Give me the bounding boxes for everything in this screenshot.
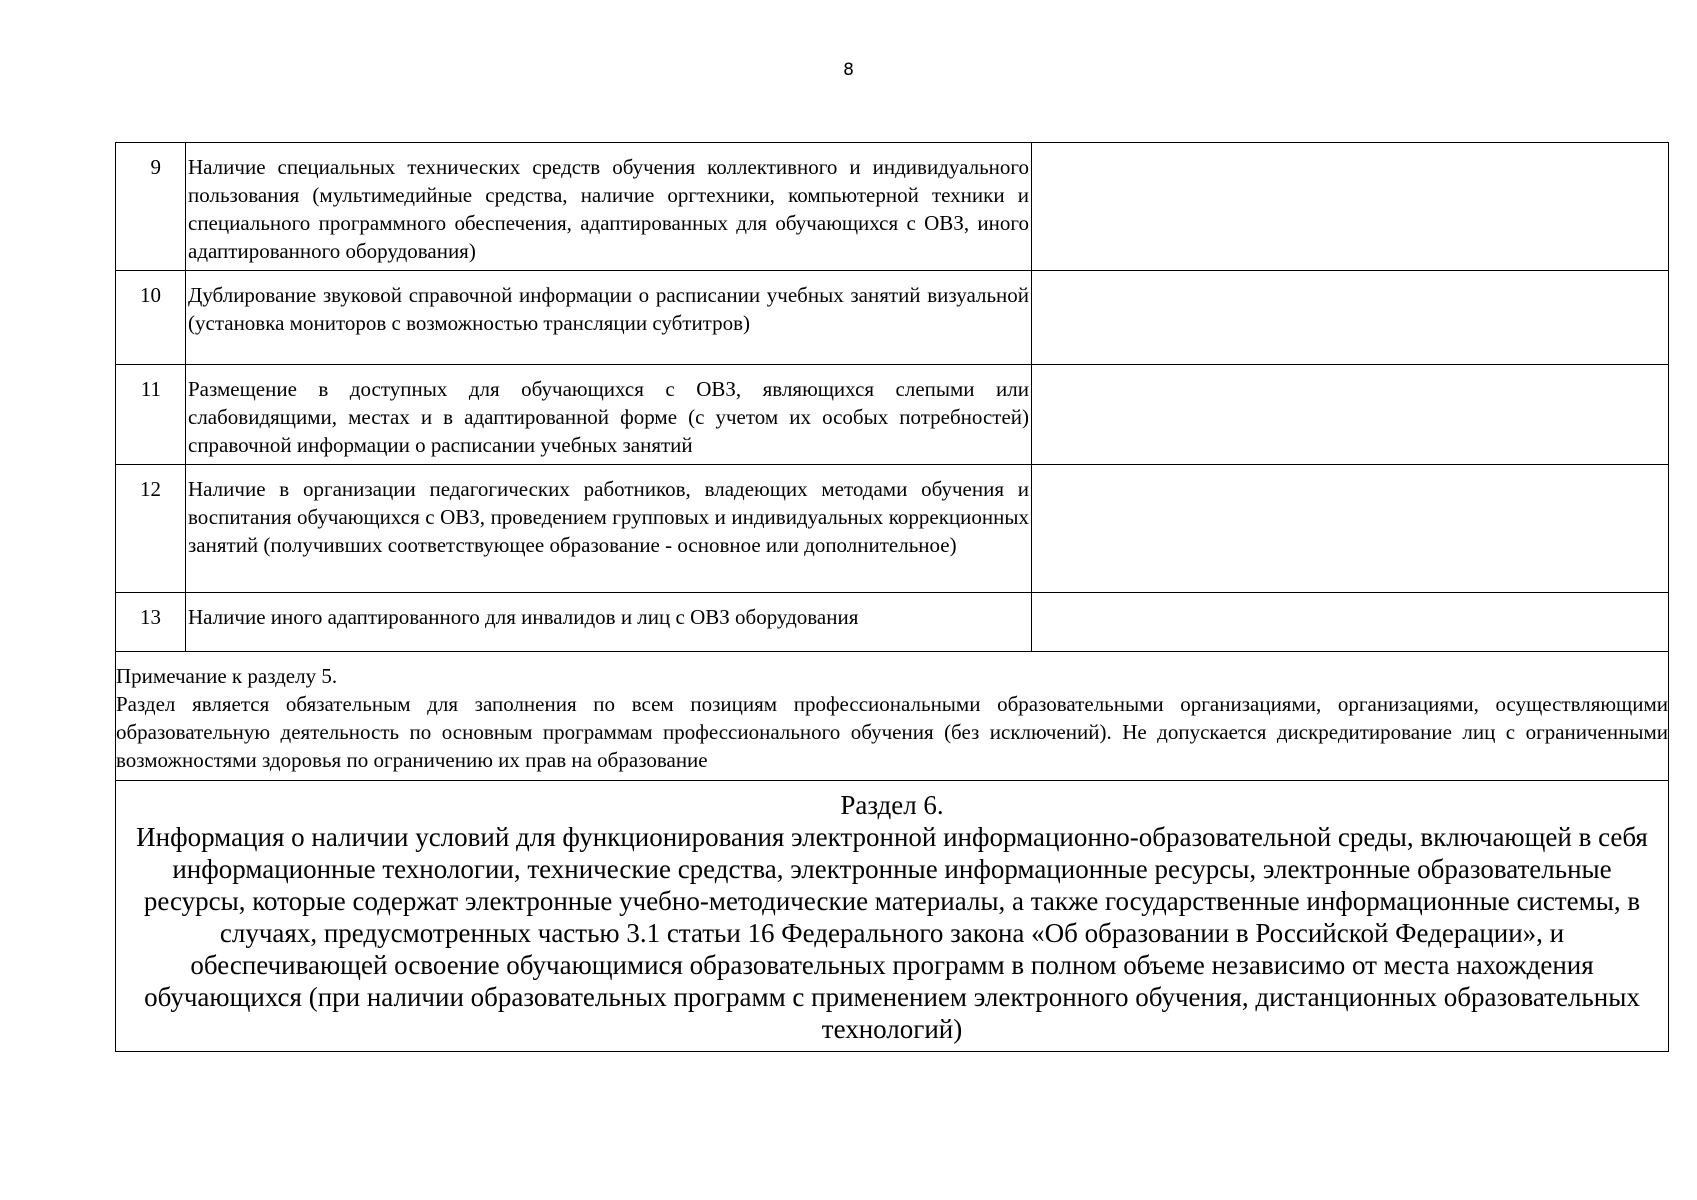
row-description: Наличие в организации педагогических работников, владеющих методами обучения и воспитания обучающихся с ОВЗ, проведением групповых и индивидуальных коррекционных занятий (получивших соответствующее образование - основное или дополнительное) xyxy=(186,465,1032,593)
row-description: Наличие иного адаптированного для инвалидов и лиц с ОВЗ оборудования xyxy=(186,593,1032,652)
row-description: Размещение в доступных для обучающихся с ОВЗ, являющихся слепыми или слабовидящими, местах и в адаптированной форме (с учетом их особых потребностей) справочной информации о расписании учебных занятий xyxy=(186,365,1032,465)
section6-title: Раздел 6. xyxy=(840,790,944,820)
note-title: Примечание к разделу 5. xyxy=(116,664,338,688)
row-number: 11 xyxy=(116,365,186,465)
section5-note xyxy=(116,652,1669,781)
row-number: 10 xyxy=(116,271,186,365)
note-row xyxy=(116,652,1669,781)
table-row xyxy=(116,465,1669,593)
table-row xyxy=(116,593,1669,652)
row-number: 12 xyxy=(116,465,186,593)
row-value-cell[interactable] xyxy=(1032,271,1669,365)
table-row xyxy=(116,271,1669,365)
conditions-table xyxy=(115,142,1669,1052)
row-number: 13 xyxy=(116,593,186,652)
row-value-cell[interactable] xyxy=(1032,465,1669,593)
note-text: Раздел является обязательным для заполнения по всем позициям профессиональными образовательными организациями, организациями, осуществляющими образовательную деятельность по основным программам профессионального обучения (без исключений). Не допускается дискредитирование лиц с ограниченными возможностями здоровья по ограничению их прав на образование xyxy=(116,692,1668,772)
row-value-cell[interactable] xyxy=(1032,593,1669,652)
section6-text: Информация о наличии условий для функционирования электронной информационно-образовательной среды, включающей в себя информационные технологии, технические средства, электронные информационные ресурсы, электронные образовательные ресурсы, которые содержат электронные учебно-методические материалы, а также государственные информационные системы, в случаях, предусмотренных частью 3.1 статьи 16 Федерального закона «Об образовании в Российской Федерации», и обеспечивающей освоение обучающимися образовательных программ в полном объеме независимо от места нахождения обучающихся (при наличии образовательных программ с применением электронного обучения, дистанционных образовательных технологий) xyxy=(136,822,1648,1044)
table-row xyxy=(116,365,1669,465)
row-number: 9 xyxy=(116,143,186,271)
table-row xyxy=(116,143,1669,271)
page-number: 8 xyxy=(843,60,854,80)
section6-row xyxy=(116,781,1669,1052)
row-value-cell[interactable] xyxy=(1032,143,1669,271)
row-value-cell[interactable] xyxy=(1032,365,1669,465)
section6-header xyxy=(116,781,1669,1052)
row-description: Дублирование звуковой справочной информации о расписании учебных занятий визуальной (установка мониторов с возможностью трансляции субтитров) xyxy=(186,271,1032,365)
row-description: Наличие специальных технических средств обучения коллективного и индивидуального пользования (мультимедийные средства, наличие оргтехники, компьютерной техники и специального программного обеспечения, адаптированных для обучающихся с ОВЗ, иного адаптированного оборудования) xyxy=(186,143,1032,271)
